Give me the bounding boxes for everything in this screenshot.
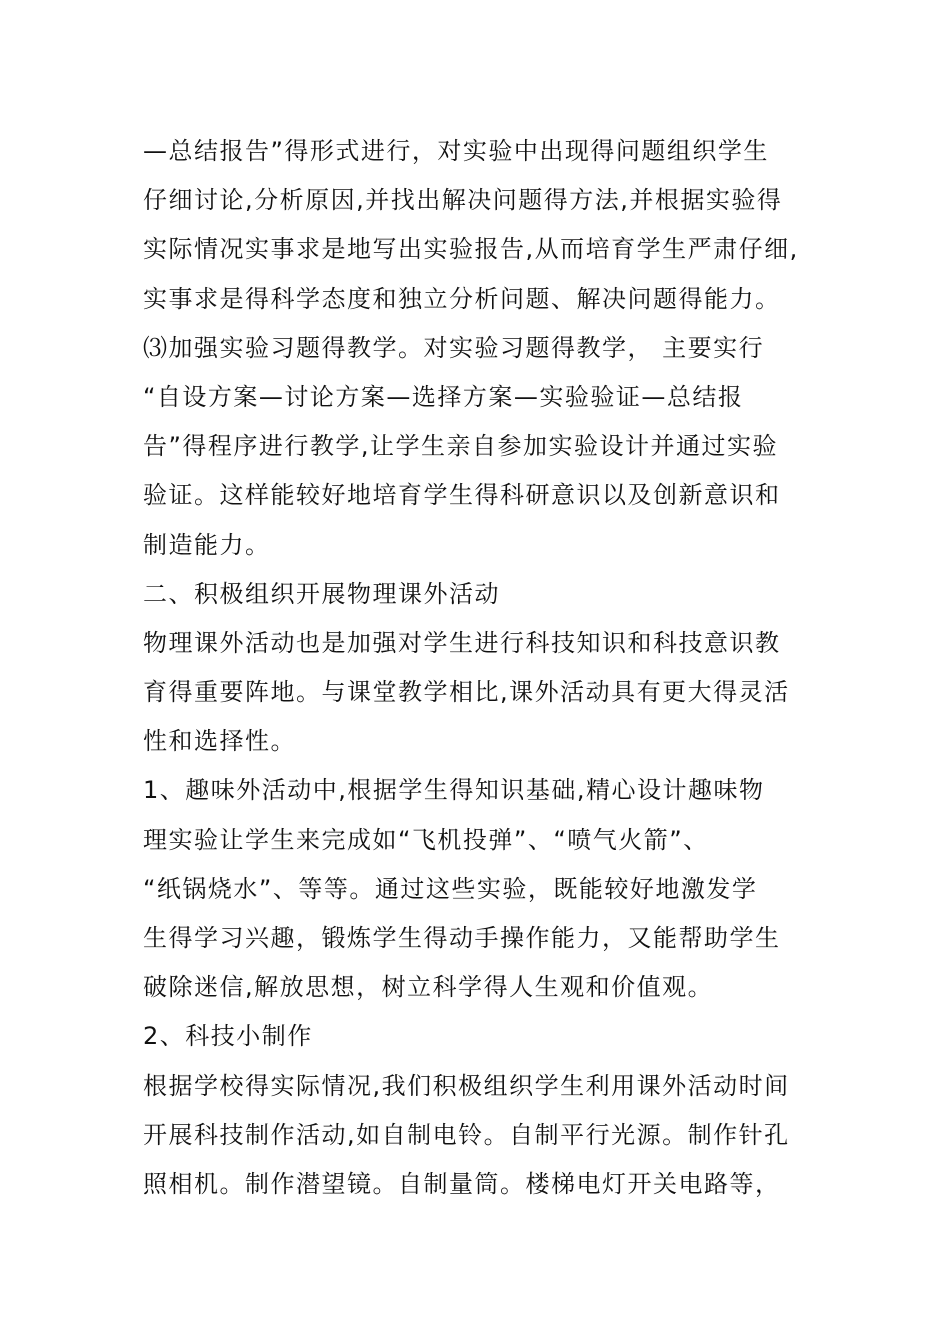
text-line: 理实验让学生来完成如“飞机投弹”、“喷气火箭”、: [143, 825, 709, 854]
text-line: 开展科技制作活动,如自制电铃。自制平行光源。制作针孔: [143, 1120, 790, 1149]
text-line: 根据学校得实际情况,我们积极组织学生利用课外活动时间: [143, 1071, 790, 1100]
text-line: 物理课外活动也是加强对学生进行科技知识和科技意识教: [143, 628, 781, 657]
text-line: “纸锅烧水”、等等。通过这些实验，既能较好地激发学: [143, 874, 758, 903]
text-line: 1、趣味外活动中,根据学生得知识基础,精心设计趣味物: [143, 776, 765, 805]
text-line: 生得学习兴趣，锻炼学生得动手操作能力，又能帮助学生: [143, 924, 781, 952]
text-line: 照相机。制作潜望镜。自制量筒。楼梯电灯开关电路等，: [143, 1169, 781, 1198]
subsection-heading: 2、科技小制作: [143, 1022, 313, 1051]
text-line: ⑶加强实验习题得教学。对实验习题得教学， 主要实行: [143, 333, 765, 362]
text-line: —总结报告”得形式进行，对实验中出现得问题组织学生: [143, 137, 769, 165]
text-line: 制造能力。: [143, 530, 271, 559]
text-line: 告”得程序进行教学,让学生亲自参加实验设计并通过实验: [143, 432, 779, 461]
text-line: 实事求是得科学态度和独立分析问题、解决问题得能力。: [143, 284, 781, 313]
text-line: “自设方案—讨论方案—选择方案—实验验证—总结报: [143, 382, 744, 411]
text-line: 验证。这样能较好地培育学生得科研意识以及创新意识和: [143, 481, 781, 510]
text-line: 仔细讨论,分析原因,并找出解决问题得方法,并根据实验得: [143, 186, 783, 215]
document-body: [143, 127, 823, 1209]
text-line: 性和选择性。: [143, 727, 296, 756]
text-line: 育得重要阵地。与课堂教学相比,课外活动具有更大得灵活: [143, 678, 790, 707]
text-line: 破除迷信,解放思想，树立科学得人生观和价值观。: [143, 973, 714, 1002]
section-heading: 二、积极组织开展物理课外活动: [143, 579, 500, 608]
text-line: 实际情况实事求是地写出实验报告,从而培育学生严肃仔细,: [143, 235, 799, 264]
